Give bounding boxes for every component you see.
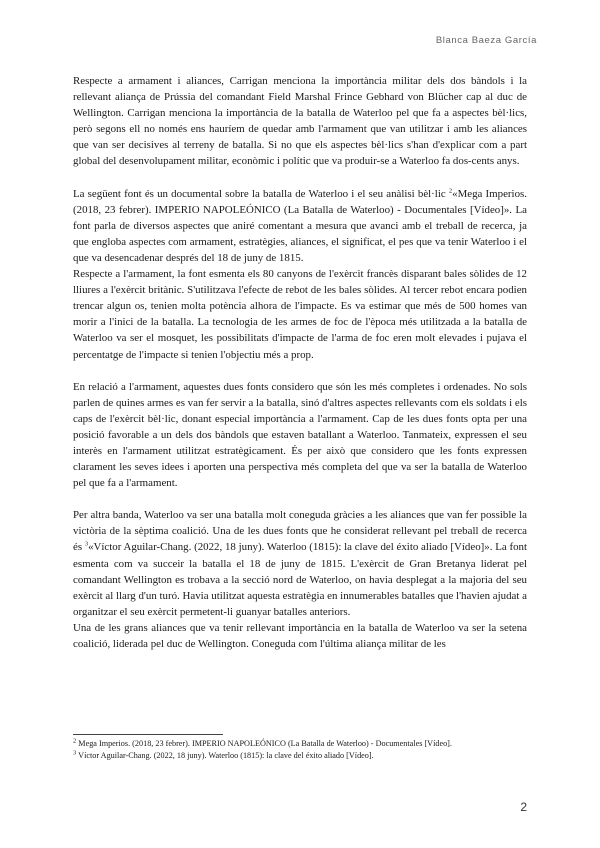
paragraph-gap <box>73 491 527 507</box>
citation: «Víctor Aguilar-Chang. (2022, 18 juny). Waterloo (1815): la clave del éxito aliado [Vídeo]». <box>88 541 493 554</box>
footnote-number: 3 <box>73 748 77 756</box>
page-number: 2 <box>520 800 527 814</box>
running-header-author: Blanca Baeza García <box>435 35 537 46</box>
paragraph-text: Per altra banda, Waterloo va ser una batalla molt coneguda gràcies a les aliances que van fer possible la victòria de la sèptima coalició. Una de les dues fonts que he considerat rellevant pel treball de recerca és <box>73 509 527 554</box>
footnote-2 <box>73 738 527 750</box>
citation: «Mega Imperios. (2018, 23 febrer). IMPERIO NAPOLEÓNICO (La Batalla de Waterloo) - Documentales [Vídeo]». <box>73 187 527 216</box>
paragraph-gap <box>73 170 527 186</box>
footnotes <box>73 734 527 761</box>
paragraph-sources-comparison: En relació a l'armament, aquestes dues fonts considero que són les més completes i ordenades. No sols parlen de quines armes es van fer servir a la batalla, sinó d'altres aspectes rellevants com els soldats i els caps de l'exèrcit bèl·lic, donant especial importància a l'armament. Cap de les dues fonts opta per una posició favorable a un dels dos bàndols que estaven batallant a Waterloo. Tanmateix, expressen el seu interès en l'armament utilitzat estratègicament. És per això que considero que les fonts expressen clarament les seves idees i aporten una perspectiva més completa del que va ser la batalla de Waterloo pel que fa a l'armament. <box>73 380 527 490</box>
paragraph-french-cannons: Respecte a l'armament, la font esmenta els 80 canyons de l'exèrcit francès disparant bales sòlides de 12 lliures a l'exèrcit britànic. S'utilitzava l'efecte de rebot de les bales sòlides. Al tercer rebot encara podien trencar algun os, tenien molta potència alhora de l'impacte. Es va estimar que més de 500 homes van morir a l'inici de la batalla. La tecnologia de les armes de foc de l'època més utilitzada a la batalla de Waterloo va ser el mosquet, les possibilitats d'impacte de l'arma de foc eren molt elevades i pujava el percentatge de l'impacte si tenien l'objectiu més a prop. <box>73 268 527 361</box>
paragraph-gap <box>73 363 527 379</box>
paragraph-documentary-source <box>73 186 527 266</box>
document-body <box>73 73 527 652</box>
footnote-ref-3[interactable]: 3 <box>84 540 89 548</box>
paragraph-text: La font parla de diversos aspectes que aniré comentant a mesura que avanci amb el treball de recerca, ja que engloba aspectes com armament, estratègies, aliances, el significat, el pes que va tenir Waterloo i el que va desencadenar després del 18 de juny de 1815. <box>73 203 528 264</box>
paragraph-text: La següent font és un documental sobre la batalla de Waterloo i el seu anàlisi bèl·lic <box>73 187 449 200</box>
footnote-text: Víctor Aguilar-Chang. (2022, 18 juny). Waterloo (1815): la clave del éxito aliado [Vídeo]. <box>78 750 374 760</box>
paragraph-seventh-coalition: Una de les grans aliances que va tenir rellevant importància en la batalla de Waterloo va ser la setena coalició, liderada pel duc de Wellington. Coneguda com l'última aliança militar de les <box>73 621 527 650</box>
footnote-separator <box>73 734 223 735</box>
footnote-number: 2 <box>73 737 77 745</box>
footnote-text: Mega Imperios. (2018, 23 febrer). IMPERIO NAPOLEÓNICO (La Batalla de Waterloo) - Documentales [Vídeo]. <box>78 739 452 748</box>
paragraph-armament-alliances-carrigan: Respecte a armament i aliances, Carrigan menciona la importància militar dels dos bàndols i la rellevant aliança de Prússia del comandant Field Marshal Frince Gebhard von Blücher cap al duc de Wellington. Carrigan menciona la importància de la batalla de Waterloo pel que fa a aspectes bèl·lics, però segons ell no només ens hauríem de quedar amb l'armament que van utilitzar i amb les aliances que van ser decisives al terreny de batalla. Si no que els aspectes bèl·lics s'han d'explicar com a part global del desenvolupament militar, econòmic i polític que va produir-se a Waterloo fa dos-cents anys. <box>73 75 527 168</box>
paragraph-alliances-source <box>73 507 527 620</box>
footnote-3 <box>73 750 527 762</box>
footnote-ref-2[interactable]: 2 <box>448 186 453 194</box>
paragraph-text: La font esmenta com va succeir la batalla el 18 de juny de 1815. L'exèrcit de Gran Bretanya liderat pel comandant Wellington es trobava a la secció nord de Waterloo, on havia desplegat a la majoria del seu exèrcit al llarg d'un turó. Havia utilitzat aquesta estratègia en innumerables batalles que l'havien ajudat a organitzar el seu exèrcit permetent-li guanyar batalles anteriors. <box>73 541 527 618</box>
